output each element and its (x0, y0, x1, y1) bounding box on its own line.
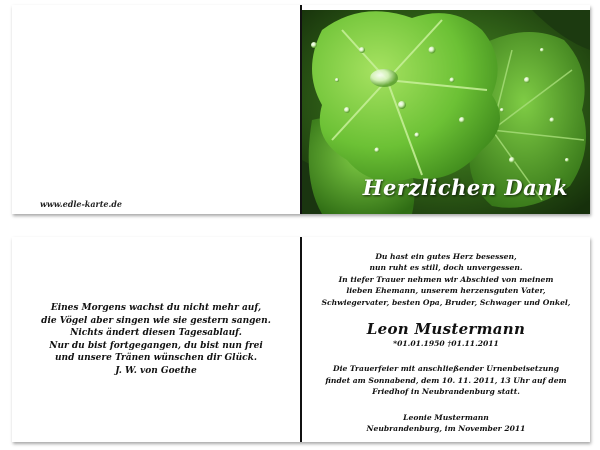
intro-line: Du hast ein gutes Herz besessen, (375, 252, 517, 261)
ceremony-line: Die Trauerfeier mit anschließender Urnenbeisetzung (332, 364, 560, 374)
poem-line: die Vögel aber singen wie sie gestern sangen. (41, 315, 271, 326)
card-inside (12, 237, 590, 442)
life-dates: *01.01.1950 †01.11.2011 (393, 339, 499, 349)
intro-line: Schwiegervater, besten Opa, Bruder, Schwager und Onkel, (321, 297, 571, 307)
poem-line: Nichts ändert diesen Tagesablauf. (70, 328, 242, 339)
ceremony-line: findet am Sonnabend, dem 10. 11. 2011, 13 Uhr auf dem (325, 375, 567, 385)
intro-line: lieben Ehemann, unserem herzensguten Vater, (346, 286, 546, 296)
deceased-name: Leon Mustermann (366, 320, 526, 339)
poem (12, 302, 300, 378)
signature-line: Neubrandenburg, im November 2011 (366, 424, 526, 434)
signature-line: Leonie Mustermann (403, 412, 489, 422)
poem-author: J. W. von Goethe (115, 365, 197, 376)
ceremony-info (302, 363, 590, 397)
intro-line: In tiefer Trauer nehmen wir Abschied von meinem (338, 274, 554, 284)
announcement (302, 251, 590, 434)
card-title: Herzlichen Dank (362, 175, 568, 200)
poem-line: und unsere Tränen wünschen dir Glück. (55, 353, 257, 364)
poem-line: Eines Morgens wachst du nicht mehr auf, (50, 303, 262, 313)
poem-line: Nur du bist fortgegangen, du bist nun frei (49, 340, 263, 351)
card-front (12, 5, 590, 214)
ceremony-line: Friedhof in Neubrandenburg statt. (372, 387, 520, 397)
signature (302, 412, 590, 435)
leaf-photo (302, 10, 590, 214)
website-label: www.edle-karte.de (40, 199, 122, 209)
intro-line: nun ruht es still, doch unvergessen. (369, 263, 523, 273)
